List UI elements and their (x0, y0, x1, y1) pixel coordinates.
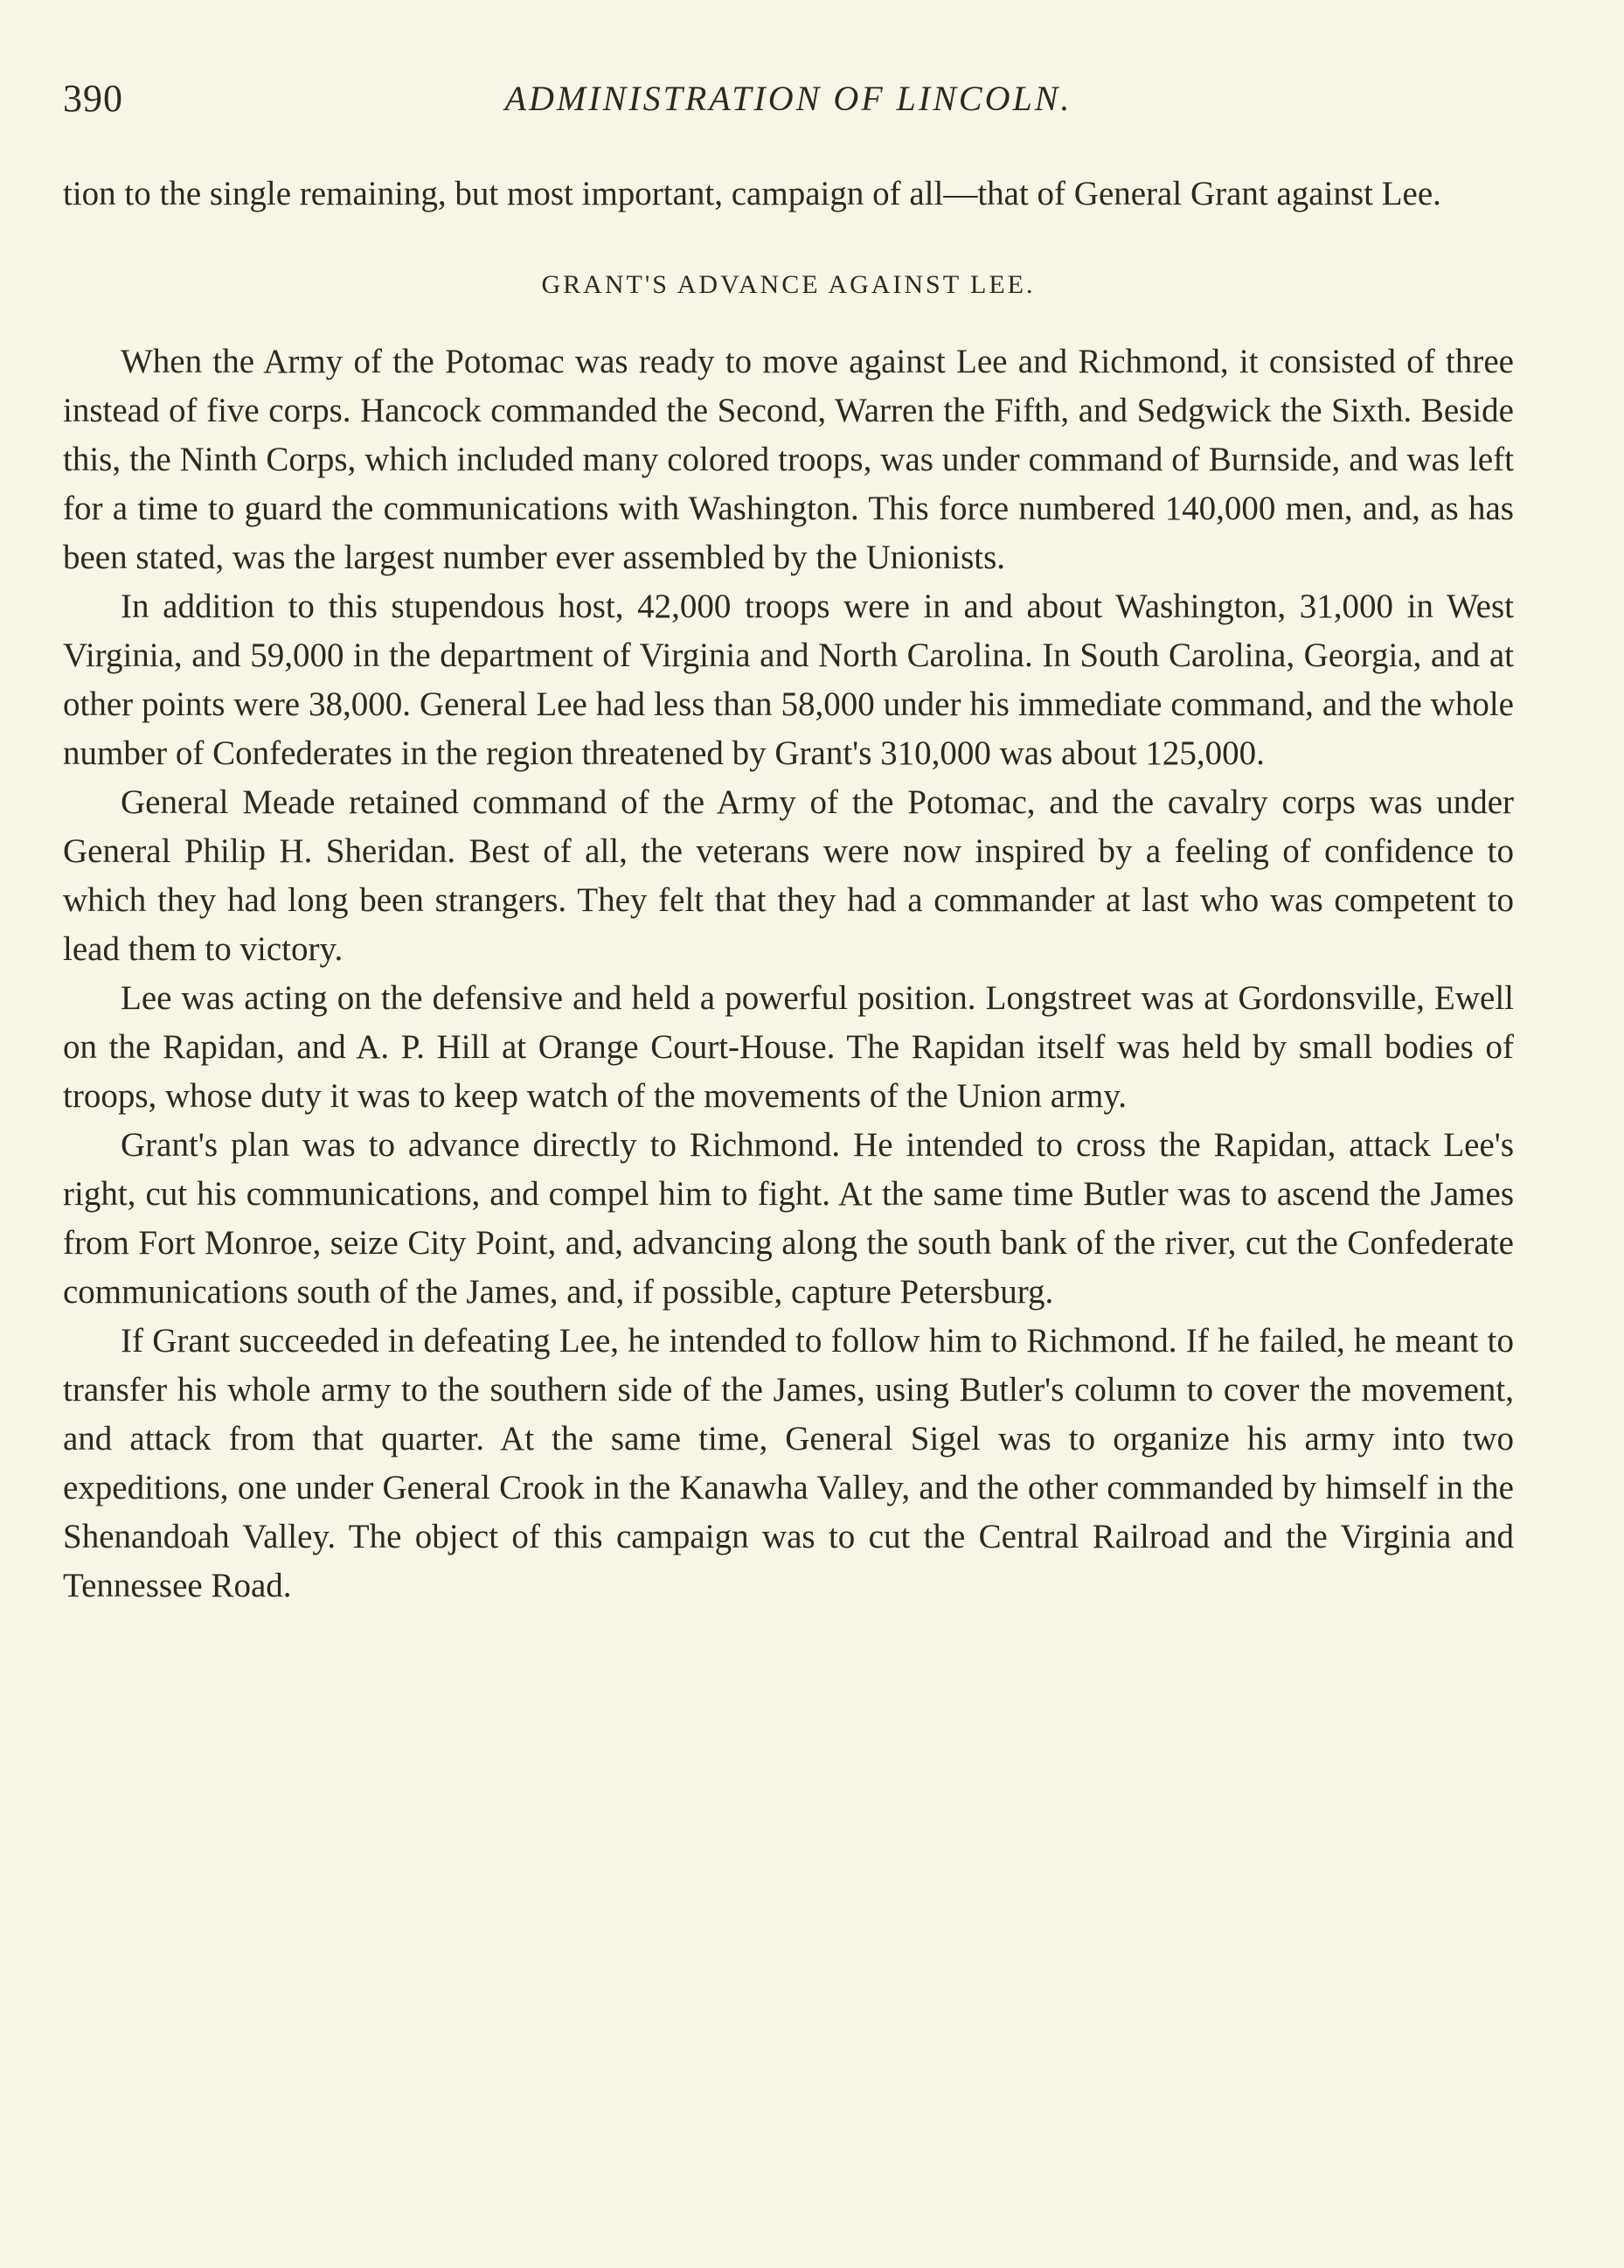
page-header (63, 77, 1514, 121)
running-title: ADMINISTRATION OF LINCOLN. (504, 79, 1072, 118)
section-heading: GRANT'S ADVANCE AGAINST LEE. (541, 270, 1036, 299)
book-page (63, 77, 1514, 2210)
page-number: 390 (63, 77, 123, 120)
paragraph-lee-position: Lee was acting on the defensive and held a powerful position. Longstreet was at Gordonsville, Ewell on the Rapidan, and A. P. Hill at Orange Court-House. The Rapidan itself was held by small bodies of troops, whose duty it was to keep watch of the movements of the Union army. (63, 979, 1514, 1115)
paragraph-grant-contingency: If Grant succeeded in defeating Lee, he intended to follow him to Richmond. If he failed, he meant to transfer his whole army to the southern side of the James, using Butler's column to cover the movement, and attack from that quarter. At the same time, General Sigel was to organize his army into two expeditions, one under General Crook in the Kanawha Valley, and the other commanded by himself in the Shenandoah Valley. The object of this campaign was to cut the Central Railroad and the Virginia and Tennessee Road. (63, 1322, 1514, 1604)
paragraph-troop-numbers: In addition to this stupendous host, 42,000 troops were in and about Washington, 31,000 in West Virginia, and 59,000 in the department of Virginia and North Carolina. In South Carolina, Georgia, and at other points were 38,000. General Lee had less than 58,000 under his immediate command, and the whole number of Confederates in the region threatened by Grant's 310,000 was about 125,000. (63, 588, 1514, 772)
continuation-paragraph: tion to the single remaining, but most important, campaign of all—that of General Grant against Lee. (63, 175, 1441, 212)
paragraph-army-of-potomac: When the Army of the Potomac was ready to move against Lee and Richmond, it consisted of three instead of five corps. Hancock commanded the Second, Warren the Fifth, and Sedgwick the Sixth. Beside this, the Ninth Corps, which included many colored troops, was under command of Burnside, and was left for a time to guard the communications with Washington. This force numbered 140,000 men, and, as has been stated, was the largest number ever assembled by the Unionists. (63, 343, 1514, 576)
paragraph-grant-plan: Grant's plan was to advance directly to Richmond. He intended to cross the Rapidan, attack Lee's right, cut his communications, and compel him to fight. At the same time Butler was to ascend the James from Fort Monroe, seize City Point, and, advancing along the south bank of the river, cut the Confederate communications south of the James, and, if possible, capture Petersburg. (63, 1126, 1514, 1311)
paragraph-meade-command: General Meade retained command of the Army of the Potomac, and the cavalry corps was under General Philip H. Sheridan. Best of all, the veterans were now inspired by a feeling of confidence to which they had long been strangers. They felt that they had a commander at last who was competent to lead them to victory. (63, 783, 1514, 968)
